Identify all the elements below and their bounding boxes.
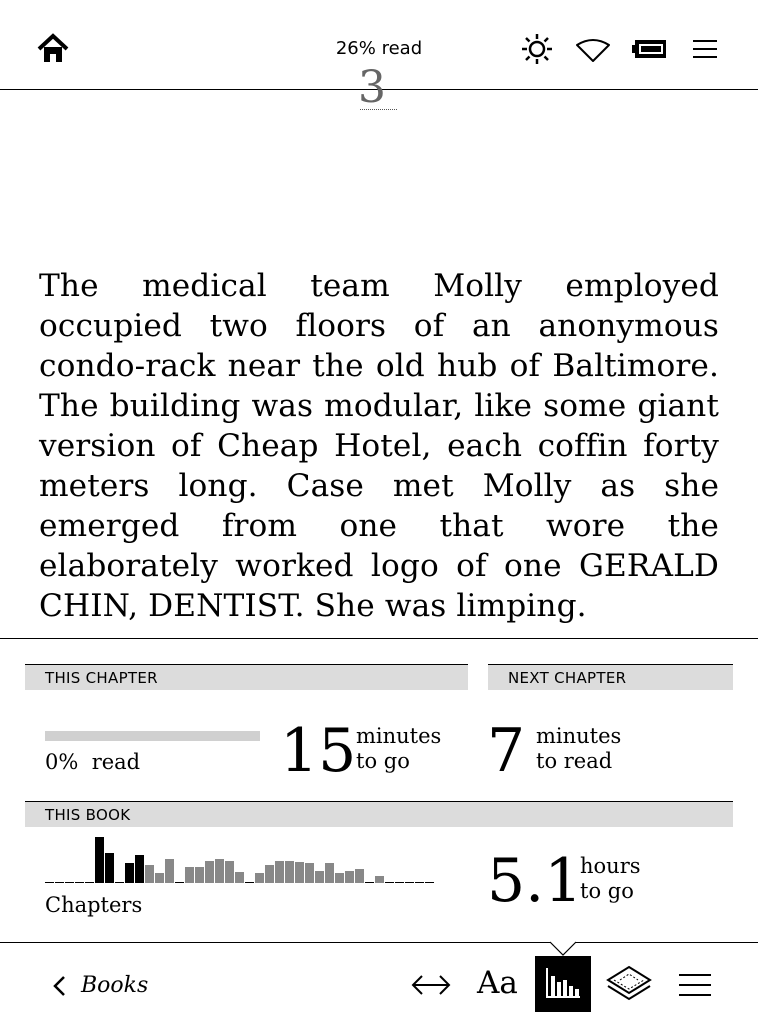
chapter-bar bbox=[305, 863, 314, 883]
layers-icon[interactable] bbox=[606, 965, 652, 1003]
chapters-label: Chapters bbox=[45, 893, 143, 917]
chapter-bar bbox=[145, 865, 154, 883]
chapter-bar bbox=[315, 871, 324, 883]
chapter-bar bbox=[335, 873, 344, 883]
wifi-icon[interactable] bbox=[576, 38, 610, 62]
chapter-bar bbox=[185, 867, 194, 883]
next-chapter-header: NEXT CHAPTER bbox=[488, 664, 733, 690]
menu-icon[interactable] bbox=[693, 39, 717, 59]
next-chapter-minutes: 7 bbox=[487, 716, 526, 786]
chapter-bar bbox=[165, 859, 174, 883]
books-back-button[interactable]: Books bbox=[81, 973, 149, 998]
pan-arrows-icon[interactable] bbox=[410, 973, 452, 997]
chapter-bar bbox=[95, 837, 104, 883]
chapter-percent-value: 0% bbox=[45, 750, 79, 774]
chapter-number: 3 bbox=[358, 62, 386, 113]
reading-area[interactable] bbox=[0, 62, 758, 639]
book-hours-line1: hours bbox=[580, 854, 641, 878]
chevron-left-icon[interactable] bbox=[52, 975, 66, 997]
chapter-bar bbox=[255, 873, 264, 883]
chapter-bar bbox=[195, 867, 204, 883]
menu-icon[interactable] bbox=[679, 973, 711, 997]
chapter-minutes-label bbox=[356, 724, 441, 774]
chapter-bar bbox=[285, 861, 294, 883]
chapter-bar bbox=[345, 871, 354, 883]
brightness-icon[interactable] bbox=[521, 33, 553, 65]
chapter-bar bbox=[125, 863, 134, 883]
book-paragraph: The medical team Molly employed occupied two floors of an anonymous condo-rack near the old hub of Baltimore. The building was modular, like some giant version of Cheap Hotel, each coffin forty meters long. Case met Molly as she emerged from one that wore the elaborately worked logo of one GERALD CHIN, DENTIST. She was limping. bbox=[39, 268, 719, 624]
this-chapter-header: THIS CHAPTER bbox=[25, 664, 468, 690]
chapter-bar bbox=[155, 873, 164, 883]
book-progress: 26% read bbox=[335, 38, 423, 59]
chapter-percent bbox=[45, 750, 140, 775]
chapter-percent-label: read bbox=[91, 750, 141, 774]
next-chapter-minutes-line1: minutes bbox=[536, 724, 622, 748]
font-settings-button[interactable]: Aa bbox=[477, 965, 518, 1001]
active-tab-pointer bbox=[550, 942, 576, 956]
chapter-bar bbox=[105, 853, 114, 883]
chapter-bar bbox=[205, 861, 214, 883]
book-hours-line2: to go bbox=[580, 879, 634, 903]
chapter-minutes-line2: to go bbox=[356, 749, 410, 773]
chapter-bar bbox=[215, 859, 224, 883]
chapter-bar bbox=[135, 855, 144, 883]
chapter-minutes-line1: minutes bbox=[356, 724, 442, 748]
chapter-bar bbox=[265, 865, 274, 883]
this-book-header: THIS BOOK bbox=[25, 801, 733, 827]
battery-icon[interactable] bbox=[632, 39, 668, 59]
chapter-bar bbox=[225, 861, 234, 883]
chapter-minutes: 15 bbox=[280, 716, 357, 786]
chapter-bars-chart bbox=[45, 836, 437, 886]
reading-stats-button[interactable] bbox=[535, 956, 591, 1012]
stats-icon bbox=[546, 968, 580, 998]
chapter-bar bbox=[295, 862, 304, 883]
chapter-bar bbox=[375, 876, 384, 883]
chapter-bar bbox=[355, 869, 364, 883]
next-chapter-minutes-line2: to read bbox=[536, 749, 613, 773]
chapter-progress-track bbox=[45, 731, 260, 741]
chapter-bar bbox=[325, 863, 334, 883]
chapter-bar bbox=[235, 872, 244, 883]
chapter-bar bbox=[275, 861, 284, 883]
book-hours-label bbox=[580, 854, 641, 904]
book-hours: 5.1 bbox=[487, 846, 583, 916]
chapter-number-underline bbox=[360, 109, 397, 110]
next-chapter-minutes-label bbox=[536, 724, 621, 774]
bottom-toolbar bbox=[0, 942, 758, 1025]
